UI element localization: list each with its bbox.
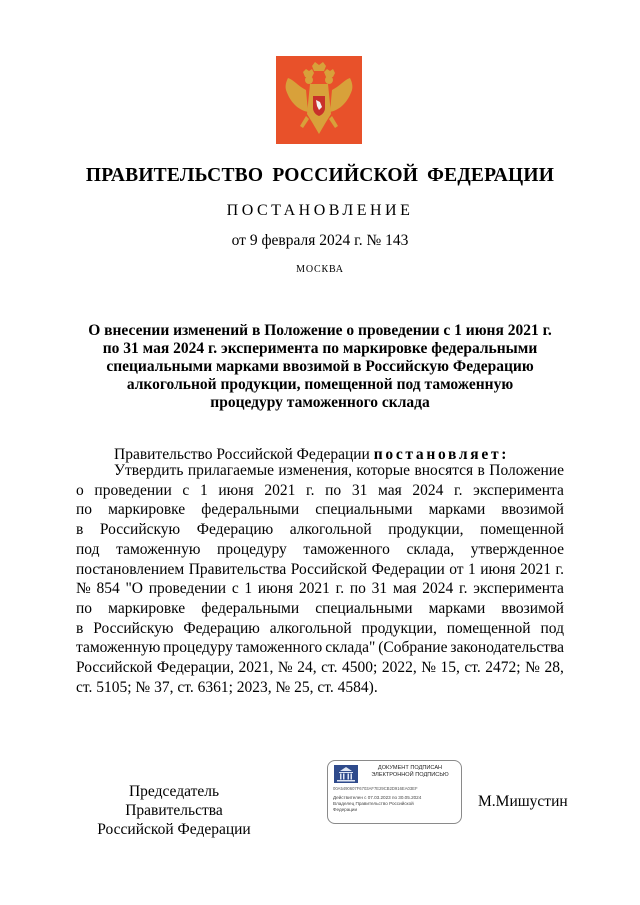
word: специальными <box>315 501 413 519</box>
word: 28, <box>544 659 564 677</box>
enacting-verb: постановляет: <box>373 446 510 463</box>
word: под <box>76 540 100 558</box>
body-line <box>76 579 564 599</box>
word: которые <box>356 462 411 479</box>
word: г. <box>458 580 468 598</box>
stamp-certificate: 00A5490607F6703AF7E29CB2D916EA03EF <box>333 786 418 791</box>
word: помещенной <box>480 521 564 539</box>
word: изменения, <box>278 462 353 479</box>
word: маркировке <box>108 501 186 519</box>
body-line <box>76 658 564 678</box>
word: мая <box>392 580 417 598</box>
body-line <box>76 560 564 580</box>
resolution-heading <box>70 322 570 412</box>
body-line <box>76 520 564 540</box>
word: 2022, <box>381 659 417 677</box>
stamp-validity: Действителен с 07.03.2023 по 30.05.2024 Владелец Правительство Российской Федерации <box>333 795 422 812</box>
word: по <box>76 599 93 617</box>
word: ст. <box>464 659 481 677</box>
word: утвержденное <box>470 540 564 558</box>
word: г. <box>454 481 463 499</box>
word: 15, <box>440 659 460 677</box>
body-line <box>76 540 564 560</box>
body-line <box>76 500 564 520</box>
document-city: МОСКВА <box>296 264 344 275</box>
body-line <box>76 461 564 481</box>
word: марками <box>428 501 486 519</box>
resolution-body <box>76 461 564 697</box>
word: алкогольной <box>269 619 352 637</box>
word: о <box>76 481 84 499</box>
word: г. <box>306 481 315 499</box>
word: таможенного <box>235 639 323 657</box>
word: 4500; <box>341 659 378 677</box>
document-date-number: от 9 февраля 2024 г. № 143 <box>231 232 409 249</box>
word: таможенную <box>76 639 161 657</box>
word: 1 <box>199 481 208 499</box>
word: в <box>76 619 84 637</box>
word: законодательства <box>450 639 564 657</box>
body-line <box>76 481 564 501</box>
heading-line: специальными марками ввозимой в Российскую Федерацию <box>106 358 534 375</box>
word: Федерации, <box>156 659 234 677</box>
word: 854 <box>96 580 120 598</box>
word: склада, <box>406 540 455 558</box>
word: июня <box>257 580 294 598</box>
word: г. <box>555 560 564 578</box>
word: федеральными <box>201 599 300 617</box>
heading-line: алкогольной продукции, помещенной под таможенную <box>126 376 514 393</box>
word: Федерацию <box>196 521 274 539</box>
heading-line: по 31 мая 2024 г. эксперимента по маркировке федеральными <box>102 340 538 357</box>
coat-of-arms-emblem <box>276 56 362 144</box>
word: постановлением <box>76 560 185 578</box>
word: Российскую <box>99 521 181 539</box>
word: Федерации <box>371 560 445 578</box>
word: маркировке <box>108 599 186 617</box>
word: в <box>477 462 485 479</box>
word: от <box>449 560 464 578</box>
word: 2021, <box>238 659 274 677</box>
word: эксперимента <box>473 580 564 598</box>
word: "О <box>125 580 144 598</box>
word: процедуру <box>163 639 233 657</box>
word: ст. <box>321 659 338 677</box>
body-line <box>76 638 564 658</box>
word: 2024 <box>412 481 444 499</box>
word: специальными <box>315 599 413 617</box>
heading-line: процедуру таможенного склада <box>210 394 430 411</box>
document-type: ПОСТАНОВЛЕНИЕ <box>226 202 414 219</box>
enacting-subject: Правительство Российской Федерации <box>114 446 374 463</box>
word: с <box>231 580 239 598</box>
signatory-position-line: Председатель Правительства <box>125 783 223 819</box>
stamp-title: ДОКУМЕНТ ПОДПИСАН ЭЛЕКТРОННОЙ ПОДПИСЬЮ <box>371 765 449 778</box>
word: проведении <box>148 580 227 598</box>
word: по <box>76 501 93 519</box>
word: марками <box>428 599 486 617</box>
body-line <box>76 619 564 639</box>
body-line: ст. 5105; № 37, ст. 6361; 2023, № 25, ст. 4584). <box>76 678 378 696</box>
word: продукции, <box>388 521 464 539</box>
word: № <box>76 580 91 598</box>
word: по <box>349 580 366 598</box>
heading-line: О внесении изменений в Положение о проведении с 1 июня 2021 г. <box>88 322 552 339</box>
word: 2021 <box>264 481 296 499</box>
electronic-signature-stamp <box>327 760 462 824</box>
word: с <box>182 481 190 499</box>
word: таможенную <box>116 540 201 558</box>
word: склада" <box>325 639 376 657</box>
word: таможенного <box>303 540 390 558</box>
word: (Собрание <box>378 639 448 657</box>
body-line <box>76 599 564 619</box>
word: 1 <box>468 560 476 578</box>
word: Российскую <box>93 619 174 637</box>
word: по <box>325 481 342 499</box>
word: алкогольной <box>289 521 372 539</box>
word: Положение <box>489 462 564 479</box>
word: 24, <box>297 659 317 677</box>
word: 31 <box>371 580 388 598</box>
word: Федерацию <box>183 619 260 637</box>
word: 2021 <box>298 580 330 598</box>
word: мая <box>378 481 402 499</box>
word: июня <box>218 481 254 499</box>
word: № <box>421 659 436 677</box>
signatory-name: М.Мишустин <box>478 793 568 810</box>
word: 1 <box>244 580 253 598</box>
word: прилагаемые <box>187 462 274 479</box>
word: эксперимента <box>473 481 564 499</box>
word: Российской <box>290 560 368 578</box>
word: Российской <box>76 659 153 677</box>
word: 2472; <box>485 659 521 677</box>
word: г. <box>335 580 345 598</box>
word: продукции, <box>361 619 437 637</box>
word: федеральными <box>201 501 300 519</box>
government-title: ПРАВИТЕЛЬСТВО РОССИЙСКОЙ ФЕДЕРАЦИИ <box>85 165 555 186</box>
word: № <box>525 659 540 677</box>
word: 2024 <box>422 580 454 598</box>
word: под <box>540 619 564 637</box>
word: ввозимой <box>501 501 564 519</box>
word: вносятся <box>414 462 474 479</box>
government-building-icon <box>334 765 358 783</box>
signatory-position <box>80 782 268 839</box>
word: проведении <box>94 481 172 499</box>
signatory-position-line: Российской Федерации <box>97 821 251 838</box>
word: 2021 <box>520 560 552 578</box>
word: Правительства <box>188 560 287 578</box>
word: Утвердить <box>114 462 184 479</box>
word: 31 <box>351 481 368 499</box>
word: процедуру <box>217 540 287 558</box>
word: помещенной <box>446 619 531 637</box>
word: июня <box>480 560 516 578</box>
word: № <box>277 659 293 677</box>
word: в <box>76 521 84 539</box>
word: ввозимой <box>501 599 564 617</box>
